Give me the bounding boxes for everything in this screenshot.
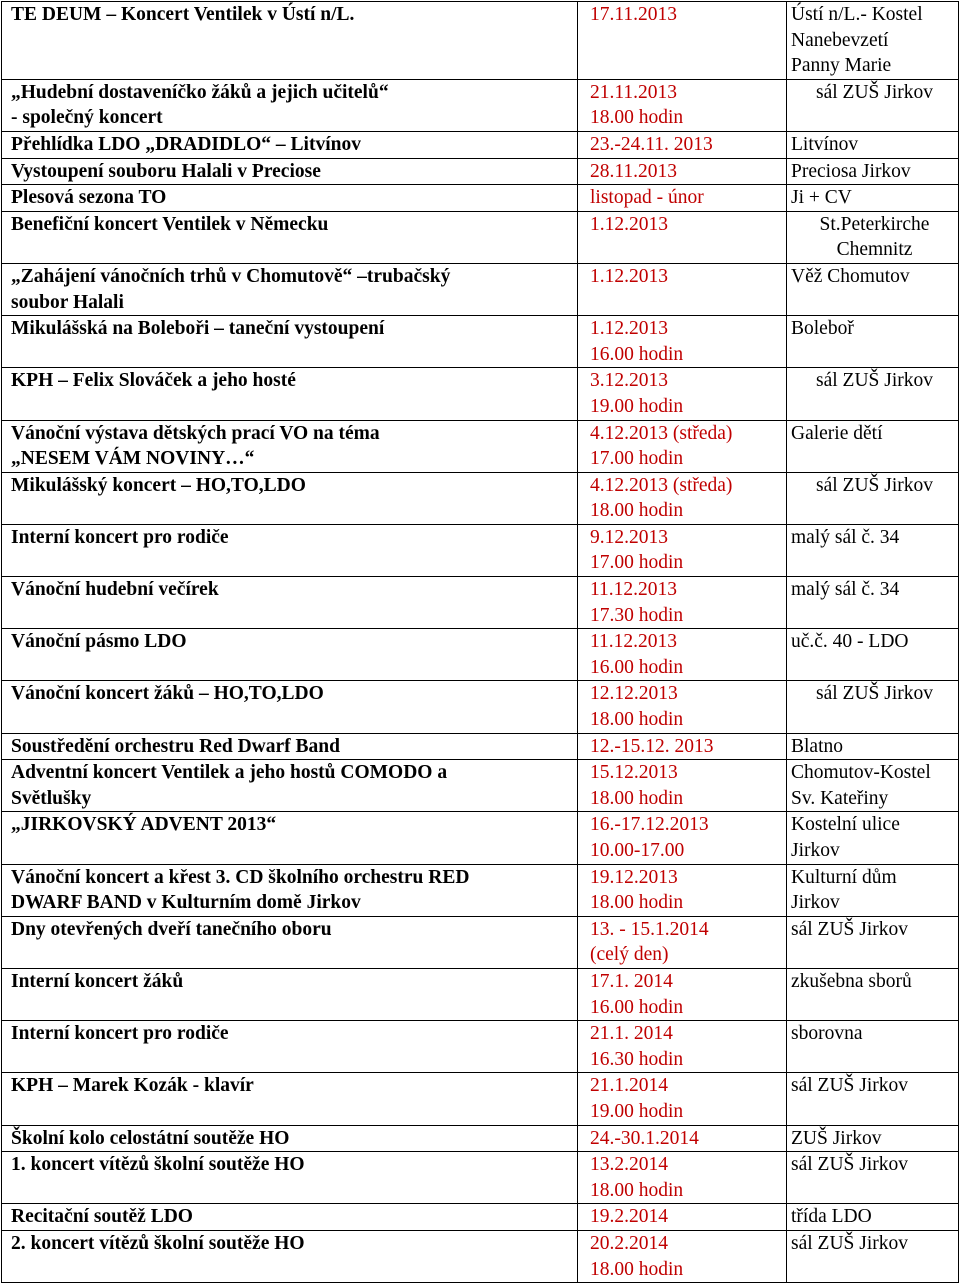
event-line: Benefiční koncert Ventilek v Německu <box>11 213 329 235</box>
table-row <box>2 864 959 916</box>
table-row <box>2 1204 959 1231</box>
place-cell <box>787 1021 959 1073</box>
place-line: Ústí n/L.- Kostel <box>791 4 923 25</box>
table-row <box>2 524 959 576</box>
place-line: Sv. Kateřiny <box>791 787 889 809</box>
event-line: Mikulášská na Boleboři – taneční vystoupení <box>11 318 385 340</box>
date-cell <box>578 1125 787 1152</box>
date-line: 12.-15.12. 2013 <box>590 735 714 757</box>
place-line: St.Peterkirche <box>819 213 930 235</box>
date-line: listopad - únor <box>590 187 704 209</box>
place-cell <box>787 681 959 733</box>
event-cell <box>2 79 578 131</box>
place-cell <box>787 968 959 1020</box>
event-cell <box>2 472 578 524</box>
place-cell <box>787 1152 959 1204</box>
place-cell <box>787 864 959 916</box>
place-cell <box>787 1204 959 1231</box>
date-cell <box>578 864 787 916</box>
date-cell <box>578 968 787 1020</box>
date-cell <box>578 263 787 315</box>
event-cell <box>2 1073 578 1125</box>
date-line: 18.00 hodin <box>590 1258 684 1280</box>
table-row <box>2 1230 959 1282</box>
place-line: Blatno <box>791 735 843 757</box>
event-line: Vánoční výstava dětských prací VO na téma <box>11 422 380 444</box>
place-line: Nanebevzetí <box>791 29 889 51</box>
date-line: 18.00 hodin <box>590 500 684 522</box>
event-cell <box>2 733 578 760</box>
event-cell <box>2 1021 578 1073</box>
date-line: 24.-30.1.2014 <box>590 1127 699 1149</box>
date-cell <box>578 316 787 368</box>
place-line: sál ZUŠ Jirkov <box>791 918 908 940</box>
event-cell <box>2 629 578 681</box>
date-line: 21.1. 2014 <box>590 1023 673 1045</box>
event-line: Soustředění orchestru Red Dwarf Band <box>11 735 340 757</box>
event-cell <box>2 185 578 212</box>
place-line: Jirkov <box>791 892 840 914</box>
date-cell <box>578 524 787 576</box>
date-cell <box>578 472 787 524</box>
event-cell <box>2 524 578 576</box>
event-line: „NESEM VÁM NOVINY…“ <box>11 448 255 470</box>
place-line: Ji + CV <box>791 187 852 209</box>
event-cell <box>2 420 578 472</box>
date-cell <box>578 577 787 629</box>
event-line: Vystoupení souboru Halali v Preciose <box>11 160 321 182</box>
date-line: 16.00 hodin <box>590 656 684 678</box>
date-cell <box>578 681 787 733</box>
event-line: 2. koncert vítězů školní soutěže HO <box>11 1232 305 1254</box>
place-cell <box>787 211 959 263</box>
table-row <box>2 2 959 80</box>
event-cell <box>2 263 578 315</box>
table-row <box>2 79 959 131</box>
place-cell <box>787 524 959 576</box>
date-line: 16.-17.12.2013 <box>590 814 709 836</box>
event-schedule-table <box>1 1 959 1283</box>
table-row <box>2 316 959 368</box>
table-row <box>2 968 959 1020</box>
place-line: Věž Chomutov <box>791 265 910 287</box>
event-cell <box>2 158 578 185</box>
place-cell <box>787 131 959 158</box>
event-cell <box>2 1125 578 1152</box>
place-cell <box>787 420 959 472</box>
date-line: 18.00 hodin <box>590 709 684 731</box>
date-cell <box>578 812 787 864</box>
place-line: Kostelní ulice <box>791 814 900 836</box>
date-line: 21.11.2013 <box>590 81 678 103</box>
schedule-body <box>2 2 959 1283</box>
event-line: DWARF BAND v Kulturním domě Jirkov <box>11 892 361 914</box>
place-cell <box>787 916 959 968</box>
event-cell <box>2 681 578 733</box>
place-cell <box>787 629 959 681</box>
date-line: 4.12.2013 (středa) <box>590 422 733 444</box>
date-cell <box>578 131 787 158</box>
table-row <box>2 629 959 681</box>
date-line: 11.12.2013 <box>590 631 678 653</box>
place-cell <box>787 812 959 864</box>
date-cell <box>578 1204 787 1231</box>
date-line: 12.12.2013 <box>590 683 678 705</box>
event-line: Interní koncert žáků <box>11 970 184 992</box>
place-cell <box>787 185 959 212</box>
place-line: sborovna <box>791 1023 863 1045</box>
place-cell <box>787 733 959 760</box>
place-line: sál ZUŠ Jirkov <box>816 683 933 705</box>
table-row <box>2 1152 959 1204</box>
event-line: Recitační soutěž LDO <box>11 1206 193 1228</box>
date-cell <box>578 2 787 80</box>
place-cell <box>787 1230 959 1282</box>
date-line: 9.12.2013 <box>590 526 668 548</box>
place-line: Kulturní dům <box>791 866 897 888</box>
place-cell <box>787 1073 959 1125</box>
place-line: Chemnitz <box>836 239 913 261</box>
place-cell <box>787 316 959 368</box>
date-line: 19.00 hodin <box>590 395 684 417</box>
date-line: 10.00-17.00 <box>590 840 685 861</box>
date-line: 18.00 hodin <box>590 892 684 914</box>
event-line: KPH – Felix Slováček a jeho hosté <box>11 370 296 392</box>
place-cell <box>787 263 959 315</box>
date-line: 15.12.2013 <box>590 762 678 784</box>
event-line: - společný koncert <box>11 107 163 129</box>
event-cell <box>2 968 578 1020</box>
event-line: soubor Halali <box>11 291 124 313</box>
date-cell <box>578 211 787 263</box>
date-line: 18.00 hodin <box>590 1179 684 1201</box>
event-line: TE DEUM – Koncert Ventilek v Ústí n/L. <box>11 4 355 25</box>
date-cell <box>578 916 787 968</box>
event-line: Školní kolo celostátní soutěže HO <box>11 1127 290 1149</box>
table-row <box>2 916 959 968</box>
date-cell <box>578 629 787 681</box>
place-line: sál ZUŠ Jirkov <box>791 1232 908 1254</box>
place-line: Jirkov <box>791 840 840 861</box>
table-row <box>2 420 959 472</box>
place-cell <box>787 760 959 812</box>
date-cell <box>578 185 787 212</box>
date-line: 17.30 hodin <box>590 604 684 626</box>
date-line: 17.1. 2014 <box>590 970 673 992</box>
table-row <box>2 158 959 185</box>
place-line: Boleboř <box>791 318 854 340</box>
date-line: 1.12.2013 <box>590 213 668 235</box>
event-line: Světlušky <box>11 787 92 809</box>
place-line: sál ZUŠ Jirkov <box>791 1075 908 1097</box>
event-cell <box>2 368 578 420</box>
place-cell <box>787 1125 959 1152</box>
event-cell <box>2 577 578 629</box>
event-line: Vánoční pásmo LDO <box>11 631 187 653</box>
date-cell <box>578 733 787 760</box>
table-row <box>2 812 959 864</box>
place-line: Galerie dětí <box>791 422 883 444</box>
table-row <box>2 368 959 420</box>
table-row <box>2 472 959 524</box>
table-row <box>2 185 959 212</box>
date-line: 4.12.2013 (středa) <box>590 474 733 496</box>
date-line: 16.00 hodin <box>590 996 684 1018</box>
table-row <box>2 1021 959 1073</box>
place-cell <box>787 2 959 80</box>
place-cell <box>787 79 959 131</box>
table-row <box>2 211 959 263</box>
event-line: Vánoční koncert a křest 3. CD školního orchestru RED <box>11 866 470 888</box>
table-row <box>2 681 959 733</box>
date-line: 23.-24.11. 2013 <box>590 133 713 155</box>
date-cell <box>578 158 787 185</box>
place-cell <box>787 472 959 524</box>
date-line: 13. - 15.1.2014 <box>590 918 709 940</box>
date-cell <box>578 1152 787 1204</box>
date-line: 11.12.2013 <box>590 579 678 601</box>
date-line: 3.12.2013 <box>590 370 668 392</box>
event-cell <box>2 2 578 80</box>
date-line: 16.30 hodin <box>590 1048 684 1070</box>
date-line: 19.12.2013 <box>590 866 678 888</box>
date-cell <box>578 1230 787 1282</box>
event-line: 1. koncert vítězů školní soutěže HO <box>11 1154 305 1176</box>
event-line: Adventní koncert Ventilek a jeho hostů COMODO a <box>11 762 448 784</box>
place-line: sál ZUŠ Jirkov <box>816 370 933 392</box>
date-cell <box>578 368 787 420</box>
event-cell <box>2 916 578 968</box>
event-cell <box>2 1152 578 1204</box>
table-row <box>2 263 959 315</box>
date-cell <box>578 420 787 472</box>
place-line: ZUŠ Jirkov <box>791 1127 882 1149</box>
date-line: 1.12.2013 <box>590 265 668 287</box>
date-line: 20.2.2014 <box>590 1232 668 1254</box>
date-cell <box>578 760 787 812</box>
date-line: 19.2.2014 <box>590 1206 668 1228</box>
place-line: uč.č. 40 - LDO <box>791 631 909 653</box>
place-line: Panny Marie <box>791 55 892 77</box>
place-cell <box>787 577 959 629</box>
table-row <box>2 1125 959 1152</box>
date-cell <box>578 79 787 131</box>
event-line: Vánoční koncert žáků – HO,TO,LDO <box>11 683 324 705</box>
event-line: Interní koncert pro rodiče <box>11 1023 229 1045</box>
place-line: třída LDO <box>791 1206 872 1228</box>
event-cell <box>2 864 578 916</box>
date-line: 13.2.2014 <box>590 1154 668 1176</box>
table-row <box>2 131 959 158</box>
date-line: 17.00 hodin <box>590 448 684 470</box>
place-cell <box>787 368 959 420</box>
place-cell <box>787 158 959 185</box>
place-line: Chomutov-Kostel <box>791 762 931 784</box>
date-line: 19.00 hodin <box>590 1100 684 1122</box>
event-line: „Hudební dostaveníčko žáků a jejich učitelů“ <box>11 81 389 103</box>
place-line: malý sál č. 34 <box>791 526 900 548</box>
event-cell <box>2 1204 578 1231</box>
place-line: Preciosa Jirkov <box>791 160 911 182</box>
date-line: 21.1.2014 <box>590 1075 668 1097</box>
date-line: 28.11.2013 <box>590 160 678 182</box>
table-row <box>2 577 959 629</box>
date-line: (celý den) <box>590 944 669 966</box>
table-row <box>2 760 959 812</box>
date-line: 17.11.2013 <box>590 4 678 25</box>
date-cell <box>578 1021 787 1073</box>
event-cell <box>2 812 578 864</box>
event-line: Mikulášský koncert – HO,TO,LDO <box>11 474 306 496</box>
event-cell <box>2 316 578 368</box>
date-line: 18.00 hodin <box>590 787 684 809</box>
event-line: Interní koncert pro rodiče <box>11 526 229 548</box>
event-line: KPH – Marek Kozák - klavír <box>11 1075 254 1097</box>
event-line: Dny otevřených dveří tanečního oboru <box>11 918 332 940</box>
place-line: sál ZUŠ Jirkov <box>816 474 933 496</box>
event-cell <box>2 211 578 263</box>
event-line: Vánoční hudební večírek <box>11 579 219 601</box>
event-cell <box>2 1230 578 1282</box>
event-line: Plesová sezona TO <box>11 187 167 209</box>
place-line: sál ZUŠ Jirkov <box>816 81 933 103</box>
place-line: sál ZUŠ Jirkov <box>791 1154 908 1176</box>
place-line: Litvínov <box>791 133 859 155</box>
table-row <box>2 733 959 760</box>
date-line: 1.12.2013 <box>590 318 668 340</box>
event-line: „Zahájení vánočních trhů v Chomutově“ –trubačský <box>11 265 451 287</box>
date-line: 17.00 hodin <box>590 552 684 574</box>
event-line: Přehlídka LDO „DRADIDLO“ – Litvínov <box>11 133 361 155</box>
event-cell <box>2 131 578 158</box>
place-line: zkušebna sborů <box>791 970 912 992</box>
date-line: 18.00 hodin <box>590 107 684 129</box>
table-row <box>2 1073 959 1125</box>
event-line: „JIRKOVSKÝ ADVENT 2013“ <box>11 814 277 836</box>
event-cell <box>2 760 578 812</box>
place-line: malý sál č. 34 <box>791 579 900 601</box>
date-cell <box>578 1073 787 1125</box>
date-line: 16.00 hodin <box>590 343 684 365</box>
